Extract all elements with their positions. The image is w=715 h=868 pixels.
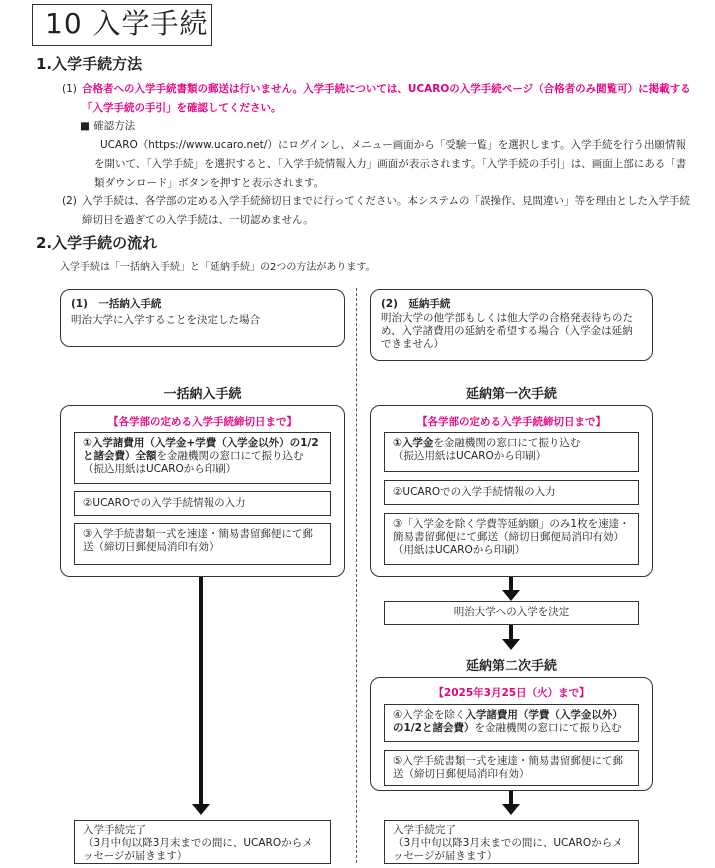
- right-arrow1-line: [509, 577, 513, 591]
- confirm-text: UCARO（https://www.ucaro.net/）にログインし、メニュー画面から「受験一覧」を選択します。入学手続を行う出願情報を開いて、「入学手続」を選択すると、「入学手続情報入力」画面が表示されます。「入学手続の手引」は、画面上部にある「書類ダウンロード」ボタンを押すと表示されます。: [94, 139, 687, 189]
- item2-text: 入学手続は、各学部の定める入学手続締切日までに行ってください。本システムの「誤操作、見間違い」等を理由とした入学手続締切日を過ぎての入学手続は、一切認めません。: [82, 195, 690, 226]
- left-complete-title: 入学手続完了: [83, 824, 146, 836]
- right-complete-box: [384, 820, 639, 864]
- left-case-title: (1) 一括納入手続: [71, 298, 162, 310]
- right-step4-rest: を金融機関の窓口にて振り込む: [474, 722, 622, 734]
- left-complete-box: [74, 820, 331, 864]
- right-step1-note: （振込用紙はUCAROから印刷）: [393, 450, 547, 462]
- left-arrow-head: [192, 804, 210, 815]
- right-decide-box: 明治大学への入学を決定: [384, 601, 639, 625]
- right-arrow2-line: [509, 625, 513, 640]
- right-deadline: 【各学部の定める入学手続締切日まで】: [417, 416, 606, 428]
- item1-number: (1): [62, 83, 77, 95]
- left-case-box: [60, 289, 345, 347]
- section1-heading: 1.入学手続方法: [36, 55, 143, 73]
- confirm-label: ■ 確認方法: [80, 120, 136, 132]
- right-step4-bold: 入学諸費用（学費（入学金以外）の1/2と諸会費）: [393, 709, 623, 734]
- right-flow-title: 延納第一次手続: [465, 387, 557, 402]
- left-deadline: 【各学部の定める入学手続締切日まで】: [108, 416, 297, 428]
- column-divider: [356, 288, 357, 863]
- left-step2: ②UCAROでの入学手続情報の入力: [74, 491, 331, 516]
- right-arrow3-line: [509, 791, 513, 805]
- right-case-title: (2) 延納手続: [381, 298, 451, 310]
- right-step1: [384, 432, 639, 472]
- page-title: 10 入学手続: [32, 4, 212, 46]
- right-step1-rest: を金融機関の窓口にて振り込む: [433, 437, 581, 449]
- left-flow-title: 一括納入手続: [163, 387, 242, 402]
- item2-number: (2): [62, 195, 77, 207]
- right-case-desc: 明治大学の他学部もしくは他大学の合格発表待ちのため、入学諸費用の延納を希望する場合（入学金は延納できません）: [381, 312, 633, 350]
- right-arrow2-head: [502, 639, 520, 650]
- right-step2: ②UCAROでの入学手続情報の入力: [384, 480, 639, 505]
- left-case-desc: 明治大学に入学することを決定した場合: [71, 314, 260, 326]
- right-complete-note: （3月中旬以降3月末までの間に、UCAROからメッセージが届きます）: [393, 837, 623, 862]
- section2-intro: 入学手続は「一括納入手続」と「延納手続」の2つの方法があります。: [60, 262, 376, 273]
- right-step4-pre: ④入学金を除く: [393, 709, 466, 721]
- left-step1-rest: を金融機関の窓口にて振り込む: [156, 450, 304, 462]
- right-step5: ⑤入学手続書類一式を速達・簡易書留郵便にて郵送（締切日郵便局消印有効）: [384, 750, 639, 786]
- item1-text: 合格者への入学手続書類の郵送は行いません。入学手続については、UCAROの入学手続ページ（合格者のみ閲覧可）に掲載する「入学手続の手引」を確認してください。: [82, 83, 691, 114]
- left-step1-bold: ①入学諸費用（入学金+学費（入学金以外）の1/2と諸会費）全額: [83, 437, 319, 462]
- right-arrow1-head: [502, 590, 520, 601]
- right-flow2-title: 延納第二次手続: [465, 659, 557, 674]
- right-step4: [384, 704, 639, 742]
- left-step3: ③入学手続書類一式を速達・簡易書留郵便にて郵送（締切日郵便局消印有効）: [74, 523, 331, 565]
- section2-heading: 2.入学手続の流れ: [36, 234, 158, 252]
- right-step3: ③「入学金を除く学費等延納願」のみ1枚を速達・簡易書留郵便にて郵送（締切日郵便局消印有効）（用紙はUCAROから印刷）: [384, 513, 639, 565]
- right-complete-title: 入学手続完了: [393, 824, 456, 836]
- left-arrow-line: [199, 577, 203, 805]
- right-case-box: [370, 289, 653, 361]
- left-step1: [74, 432, 331, 484]
- left-complete-note: （3月中旬以降3月末までの間に、UCAROからメッセージが届きます）: [83, 837, 313, 862]
- right-step1-bold: ①入学金: [393, 437, 434, 449]
- right-arrow3-head: [502, 804, 520, 815]
- left-step1-note: （振込用紙はUCAROから印刷）: [83, 463, 237, 475]
- right-deadline2: 【2025年3月25日（火）まで】: [433, 687, 590, 699]
